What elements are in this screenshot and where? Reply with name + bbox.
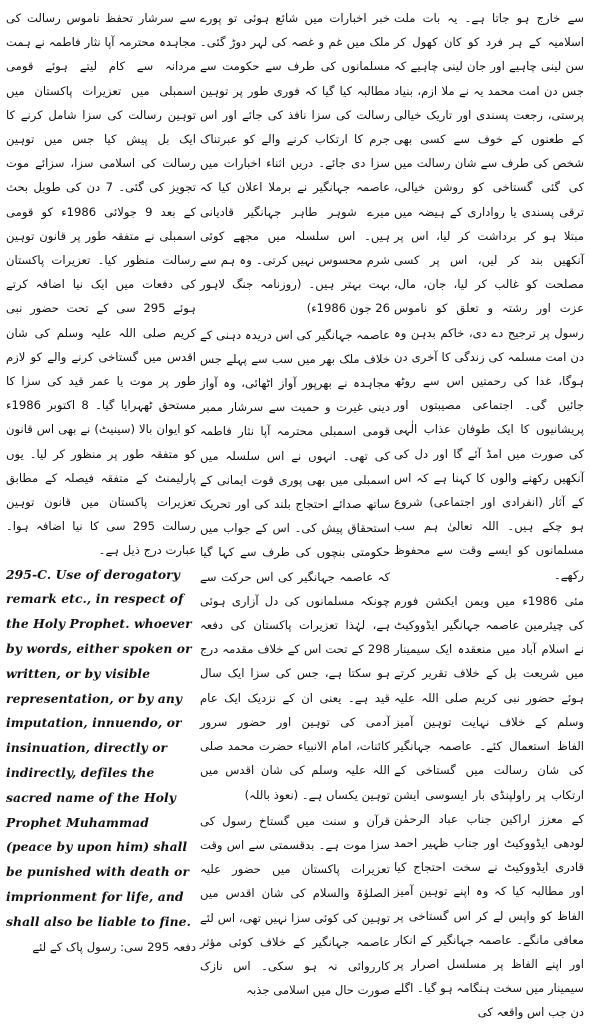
right-column-paragraph-1: سے خارج ہو جاتا ہے۔ یہ بات ملت اسلامیہ کے ہر فرد کو کان کھول کر سن لینی چاہیے اور جان لینی چاہیے کہ جس دن امت محمد یہ نے ملا ازم، بنیاد پرستی، رجعت پسندی اور تاریک خیالی کے طعنوں کے خوف سے کسی بھی شخص کی طرف سے شان رسالت میں کی گئی گستاخی کو روشن خیالی، ترقی پسندی یا رواداری کے ہیضہ میں مبتلا ہو کر برداشت کر لیا، اس پر آنکھیں بند کر لیں، اس پر کسی مصلحت کو غالب کر لیا، جان، مال، عزت اور رشتہ و تعلق کو ناموس رسول پر ترجیح دے دی، خاکم بدہن وہ دن امت مسلمہ کی زندگی کا آخری دن ہوگا، غدا کی رحمتیں اس سے روٹھ جائیں گی۔ اجتماعی مصیبتوں اور پریشانیوں کا ایک طوفان عذاب الٰہی کی صورت میں امڈ آئے گا اور دل کی آنکھیں رکھنے والوں کا کہنا ہے کہ اس کے آثار (انفرادی اور اجتماعی) شروع ہو چکے ہیں۔ اللہ تعالیٰ ہم سب مسلمانوں کو ایسے وقت سے محفوظ رکھے۔ xyxy=(394,11,584,582)
left-column-closing-line: دفعہ 295 سی: رسول پاک کے لئے xyxy=(32,939,196,954)
middle-column xyxy=(200,6,390,998)
middle-column-paragraph-1: خبر اخبارات میں شائع ہوئی تو پورے ملک میں غم و غصہ کی لہر دوڑ گئی۔ مسلمانوں کی طرف سے حکومت سے مطالبہ کیا گیا کہ فوری طور پر توہین رسالت کی سزا نافذ کی جائے اور اس جرم کا ارتکاب کرنے والے کو عبرتناک سزا دی جائے۔ دریں اثناء اخبارات میں عاصمہ جہانگیر نے برملا اعلان کیا کہ میرے شوہر طاہر جہانگیر قادیانی ہیں۔ اس سلسلہ میں مجھے کوئی شرم محسوس نہیں کرتی۔ وہ ہم سے بہت بہتر ہیں۔ (روزنامہ جنگ لاہور 26 جون 1986ء) xyxy=(200,11,390,316)
middle-column-paragraph-2: عاصمہ جہانگیر کی اس دریدہ دہنی کے خلاف ملک بھر میں سب سے پہلے جس مجاہدہ نے بھرپور آواز اٹھائی، وہ آواز دینی غیرت و حمیت سے سرشار ممبر قومی اسمبلی محترمہ آپا نثار فاطمہ کی تھی۔ انہوں نے اس سلسلہ میں اسمبلی میں بھی پوری قوت ایمانی کے ساتھ صدائے احتجاج بلند کی اور تحریک استحقاق پیش کی۔ اس کے جواب میں حکومتی بنچوں کی طرف سے کہا گیا کہ عاصمہ جہانگیر کی اس حرکت سے چونکہ مسلمانوں کی دل آزاری ہوئی ہے، لہٰذا تعزیرات پاکستان کی دفعہ 298 کے تحت اس کے خلاف مقدمہ درج ہو سکتا ہے، جس کی سزا ایک سال قید ہے۔ یعنی ان کے نزدیک ایک عام آدمی کی توہین اور حضور سرور کائنات، امام الانبیاء حضرت محمد صلی اللہ علیہ وسلم کی شان اقدس میں توہین یکساں ہے۔ (نعوذ باللہ) xyxy=(200,327,390,802)
left-column-urdu-paragraph: سے سرشار تحفظ ناموس رسالت کی مجاہدہ محترمہ آپا نثار فاطمہ نے ہمت مردانہ سے کام لیتے ہوئے قومی اسمبلی میں تعزیرات پاکستان میں توہین رسالت کی سزا شامل کرنے کا ایک بل پیش کیا جس میں توہین رسالت کی اسلامی سزا، سزائے موت تجویز کی گئی۔ 7 دن کی طویل بحث کے بعد 9 جولائی 1986ء کو قومی اسمبلی نے متفقہ طور پر قانون توہین رسالت منظور کیا۔ تعزیرات پاکستان کی دفعات میں ایک نیا اضافہ کرتے ہوئے 295 سی کے تحت حضور نبی کریم صلی اللہ علیہ وسلم کی شان اقدس میں گستاخی کرنے والے کو لازم طور پر موت یا عمر قید کی سزا کا مستحق ٹھہرایا گیا۔ 8 اکتوبر 1986ء کو ایوان بالا (سینیٹ) نے بھی اس قانون کو متفقہ طور پر منظور کر لیا۔ یوں پارلیمنٹ کے متفقہ فیصلہ کے مطابق تعزیرات پاکستان میں قانون توہین رسالت 295 سی کا نیا اضافہ ہوا۔ عبارت درج ذیل ہے۔ xyxy=(6,11,196,558)
right-column xyxy=(393,6,584,1020)
left-column xyxy=(6,6,196,954)
section-295c-english-text: 295-C. Use of derogatory remark etc., in respect of the Holy Prophet. whoever by words, either spoken or written, or by visible representation, or by any imputation, innuendo, or insinuation, directly or indirectly, defiles the sacred name of the Holy Prophet Muhammad (peace by upon him) shall be punished with death or imprionment for life, and shall also be liable to fine. xyxy=(6,566,192,929)
middle-column-paragraph-3: قرآن و سنت میں گستاخ رسول کی سزا موت ہے۔ بدقسمتی سے اس وقت تعزیرات پاکستان میں حضور علیہ الصلوٰۃ والسلام کی شان اقدس میں توہین کی کوئی سزا نہیں تھی، اس لئے عاصمہ جہانگیر کے خلاف کوئی مؤثر کارروائی نہ ہو سکی۔ اس نازک صورت حال میں اسلامی جذبہ xyxy=(200,813,390,998)
newspaper-page xyxy=(6,6,584,1020)
right-column-paragraph-2: مئی 1986ء میں ویمن ایکشن فورم کی چیئرمین عاصمہ جہانگیر ایڈووکیٹ نے اسلام آباد میں منعقدہ ایک سیمینار میں شریعت بل کے خلاف تقریر کرتے ہوئے حضور نبی کریم صلی اللہ علیہ وسلم کے خلاف نہایت توہین آمیز الفاظ استعمال کئے۔ عاصمہ جہانگیر کی شان رسالت میں گستاخی کے ارتکاب پر راولپنڈی بار ایسوسی ایشن کے معزز اراکین جناب عباد الرحمٰن لودھی ایڈووکیٹ اور جناب ظہیر احمد قادری ایڈووکیٹ نے سخت احتجاج کیا اور مطالبہ کیا کہ وہ اپنے توہین آمیز الفاظ کو واپس لے کر اس گستاخی پر معافی مانگے۔ عاصمہ جہانگیر کے انکار اور اپنے الفاظ پر مسلسل اصرار پر سیمینار میں سخت ہنگامہ ہو گیا۔ اگلے دن جب اس واقعہ کی xyxy=(393,593,584,1020)
